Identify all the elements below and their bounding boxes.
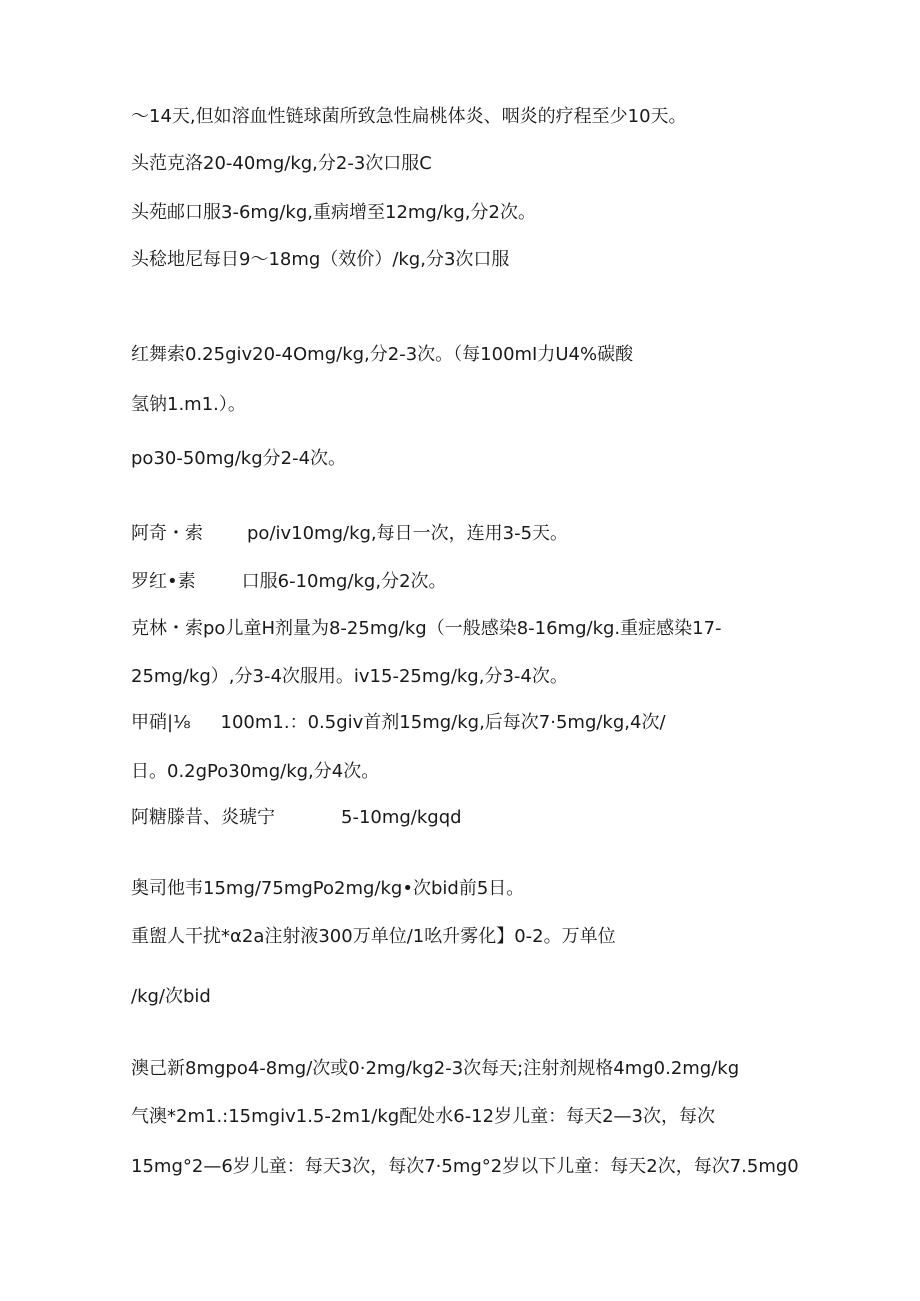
text-line: 15mg°2—6岁儿童：每天3次，每次7·5mg°2岁以下儿童：每天2次，每次7.5mg0 (131, 1156, 799, 1177)
drug-dosage: 5-10mg/kgqd (341, 807, 462, 828)
drug-name: 阿糖滕昔、炎琥宁 (131, 807, 275, 828)
text-line: 克林・索po儿童H剂量为8-25mg/kg（一般感染8-16mg/kg.重症感染17- (131, 618, 722, 639)
drug-name: 罗红•素 (131, 571, 196, 592)
text-line: 头范克洛20-40mg/kg,分2-3次口服C (131, 153, 432, 174)
drug-name: 甲硝|⅛ (131, 712, 191, 733)
text-line (131, 570, 447, 594)
drug-dosage: po/iv10mg/kg,每日一次，连用3-5天。 (247, 523, 569, 544)
text-line: ～14天,但如溶血性链球菌所致急性扁桃体炎、咽炎的疗程至少10天。 (131, 106, 687, 127)
text-line: 红舞索0.25giv20-4Omg/kg,分2-3次。（每100mI力U4%碳酸 (131, 344, 634, 365)
text-line: 日。0.2gPo30mg/kg,分4次。 (131, 761, 380, 782)
drug-dosage: 口服6-10mg/kg,分2次。 (241, 571, 447, 592)
text-line (131, 522, 568, 546)
text-line (131, 711, 666, 735)
text-line: /kg/次bid (131, 986, 211, 1007)
text-line: 氢钠1.m1.）。 (131, 394, 246, 415)
text-line: po30-50mg/kg分2-4次。 (131, 448, 347, 469)
drug-name: 阿奇・索 (131, 523, 203, 544)
text-line (131, 806, 462, 830)
drug-dosage: 100m1.：0.5giv首剂15mg/kg,后每次7·5mg/kg,4次/ (220, 712, 666, 733)
text-line: 重盥人干扰*α2a注射液300万单位/1吆升雾化】0-2。万单位 (131, 926, 616, 947)
text-line: 奥司他韦15mg/75mgPo2mg/kg•次bid前5日。 (131, 878, 525, 899)
text-line: 头苑邮口服3-6mg/kg,重病增至12mg/kg,分2次。 (131, 202, 536, 223)
text-line: 澳己新8mgpo4-8mg/次或0·2mg/kg2-3次每天;注射剂规格4mg0.2mg/kg (131, 1058, 740, 1079)
text-line: 25mg/kg）,分3-4次服用。iv15-25mg/kg,分3-4次。 (131, 666, 568, 687)
text-line: 气澳*2m1.:15mgiv1.5-2m1/kg配处水6-12岁儿童：每天2—3次，每次 (131, 1106, 715, 1127)
text-line: 头稔地尼每日9～18mg（效价）/kg,分3次口服 (131, 249, 510, 270)
